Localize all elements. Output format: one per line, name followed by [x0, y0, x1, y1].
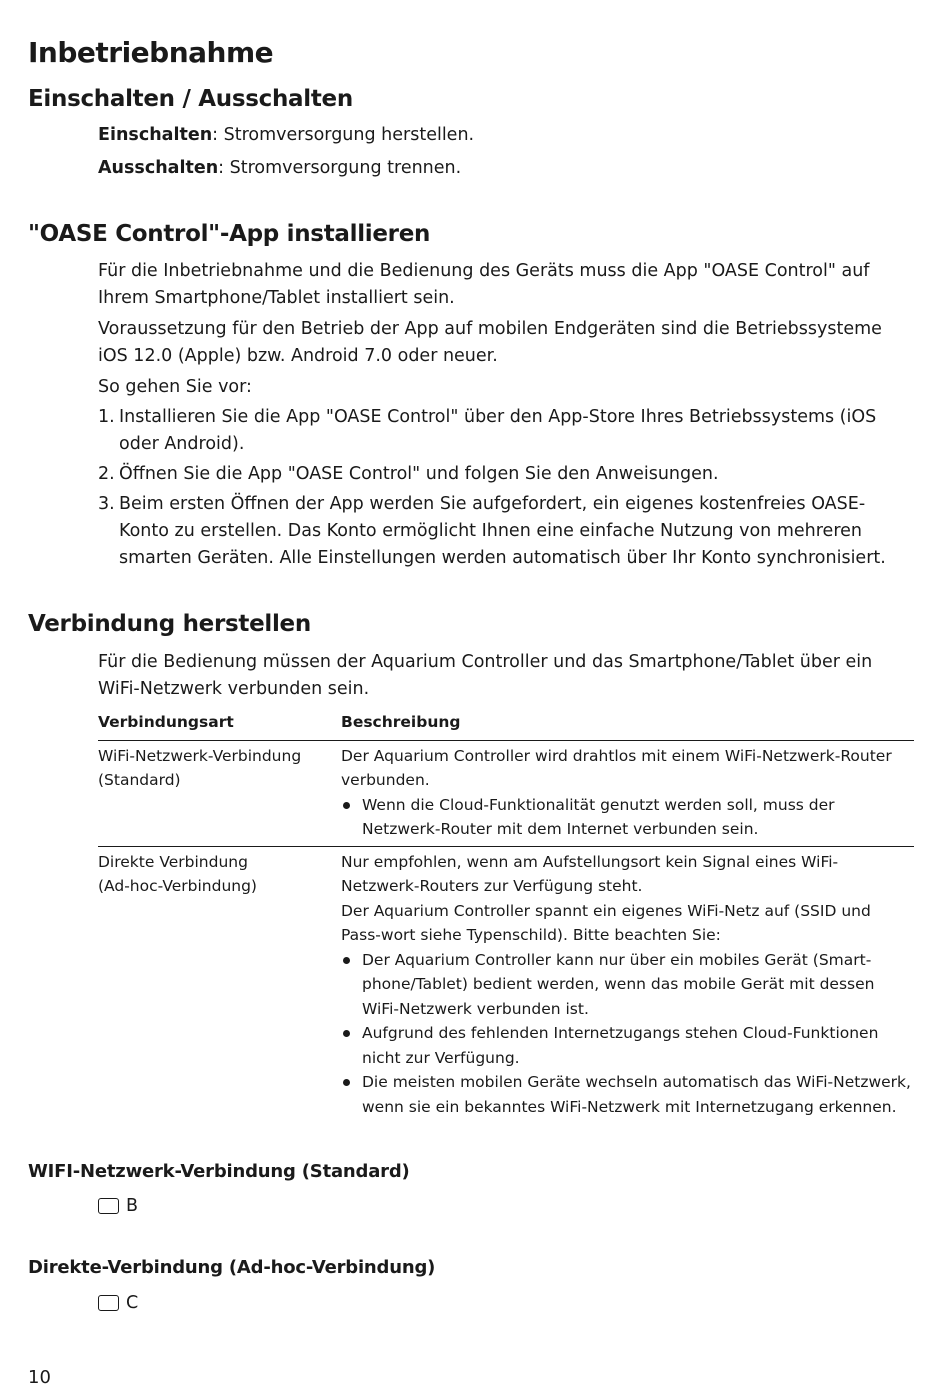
list-item: Aufgrund des fehlenden Internetzugangs stehen Cloud-Funktionen nicht zur Verfügung.: [341, 1021, 914, 1070]
app-instructions: [98, 258, 913, 572]
table-cell-type: [98, 740, 341, 846]
step-number: 2.: [98, 464, 115, 484]
page-number: 10: [28, 1367, 51, 1388]
table-cell-type: [98, 846, 341, 1123]
figure-reference-b: [98, 1196, 138, 1216]
power-off-line: [98, 155, 913, 182]
figure-icon: [98, 1198, 119, 1214]
table-header-description: Beschreibung: [341, 710, 914, 740]
description-text: Nur empfohlen, wenn am Aufstellungsort kein Signal eines WiFi-Netzwerk-Routers zur Verfügung steht.: [341, 852, 839, 895]
page-title: Inbetriebnahme: [28, 36, 274, 69]
type-line: (Standard): [98, 771, 181, 789]
heading-app: "OASE Control"-App installieren: [28, 221, 431, 247]
figure-icon: [98, 1295, 119, 1311]
description-text: Der Aquarium Controller wird drahtlos mit einem WiFi-Netzwerk-Router verbunden.: [341, 746, 892, 789]
power-instructions: [98, 122, 913, 182]
step-text: Öffnen Sie die App "OASE Control" und folgen Sie den Anweisungen.: [119, 464, 719, 484]
table-cell-description: [341, 846, 914, 1123]
app-para-2: Voraussetzung für den Betrieb der App auf mobilen Endgeräten sind die Betriebssysteme iOS 12.0 (Apple) bzw. Android 7.0 oder neuer.: [98, 319, 882, 366]
step-text: Installieren Sie die App "OASE Control" über den App-Store Ihres Betriebssystems (iOS oder Android).: [119, 407, 877, 454]
heading-adhoc: Direkte-Verbindung (Ad-hoc-Verbindung): [28, 1257, 436, 1278]
step-number: 3.: [98, 494, 115, 514]
bullet-list: [341, 793, 914, 842]
power-off-text: : Stromversorgung trennen.: [218, 158, 462, 178]
table-cell-description: [341, 740, 914, 846]
table-row: [98, 846, 914, 1123]
power-on-text: : Stromversorgung herstellen.: [212, 125, 475, 145]
type-line: Direkte Verbindung: [98, 852, 248, 871]
app-para-1: Für die Inbetriebnahme und die Bedienung des Geräts muss die App "OASE Control" auf Ihrem Smartphone/Tablet installiert sein.: [98, 261, 870, 308]
power-on-line: [98, 122, 913, 149]
list-item: Wenn die Cloud-Funktionalität genutzt werden soll, muss der Netzwerk-Router mit dem Internet verbunden sein.: [341, 793, 914, 842]
connection-table: [98, 710, 914, 1123]
list-item: Die meisten mobilen Geräte wechseln automatisch das WiFi-Netzwerk, wenn sie ein bekanntes WiFi-Netzwerk mit Internetzugang erkennen.: [341, 1070, 914, 1119]
heading-wifi: WIFI-Netzwerk-Verbindung (Standard): [28, 1161, 410, 1182]
app-steps: [98, 404, 913, 572]
figure-ref-label: C: [126, 1293, 139, 1313]
figure-reference-c: [98, 1293, 138, 1313]
step-text: Beim ersten Öffnen der App werden Sie aufgefordert, ein eigenes kostenfreies OASE-Konto zu erstellen. Das Konto ermöglicht Ihnen eine einfache Nutzung von mehreren smarten Geräten. Alle Einstellungen werden automatisch über Ihr Konto synchronisiert.: [119, 494, 886, 568]
description-text: Der Aquarium Controller spannt ein eigenes WiFi-Netz auf (SSID und Pass-wort siehe Typenschild). Bitte beachten Sie:: [341, 901, 871, 944]
bullet-list: [341, 948, 914, 1120]
table-header-type: Verbindungsart: [98, 710, 341, 740]
heading-power: Einschalten / Ausschalten: [28, 86, 353, 112]
type-line: (Ad-hoc-Verbindung): [98, 877, 257, 895]
app-intro: So gehen Sie vor:: [98, 377, 252, 397]
table-row: [98, 740, 914, 846]
connect-intro: [98, 649, 913, 703]
heading-connect: Verbindung herstellen: [28, 611, 311, 637]
power-off-label: Ausschalten: [98, 158, 219, 178]
connect-para: Für die Bedienung müssen der Aquarium Controller und das Smartphone/Tablet über ein WiFi-Netzwerk verbunden sein.: [98, 652, 873, 699]
type-line: WiFi-Netzwerk-Verbindung: [98, 746, 302, 765]
list-item: Der Aquarium Controller kann nur über ein mobiles Gerät (Smart-phone/Tablet) bedient werden, wenn das mobile Gerät mit dessen WiFi-Netzwerk verbunden ist.: [341, 948, 914, 1022]
table-header-row: [98, 710, 914, 740]
step-number: 1.: [98, 407, 115, 427]
figure-ref-label: B: [126, 1196, 139, 1216]
list-item: [98, 404, 913, 458]
list-item: [98, 461, 913, 488]
power-on-label: Einschalten: [98, 125, 213, 145]
list-item: [98, 491, 913, 572]
